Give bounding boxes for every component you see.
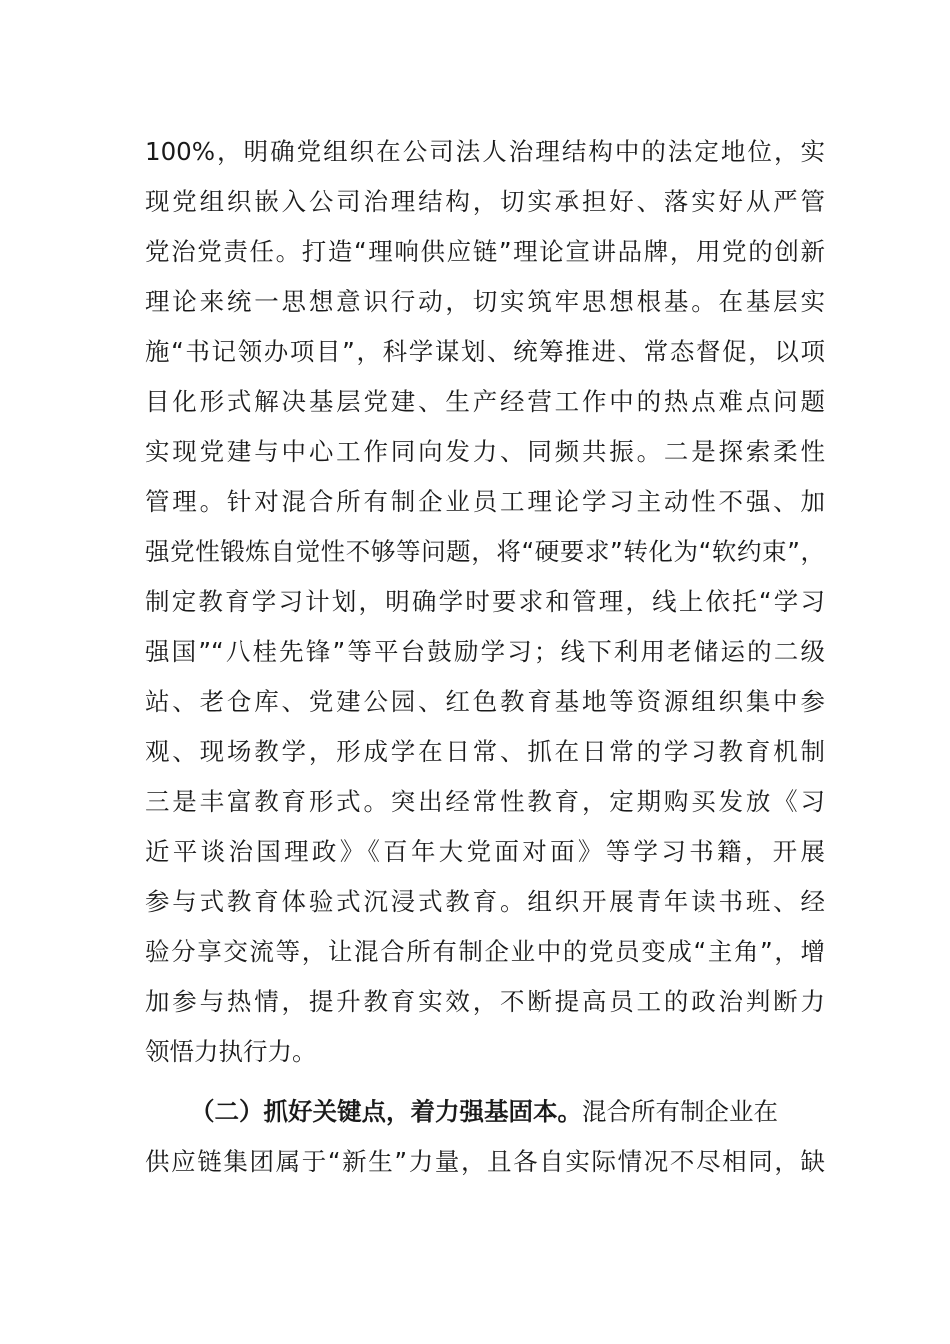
paragraph-1-line: 观、现场教学，形成学在日常、抓在日常的学习教育机制 xyxy=(145,737,825,766)
paragraph-1-line: 参与式教育体验式沉浸式教育。组织开展青年读书班、经 xyxy=(145,887,825,916)
paragraph-1-line: 强国”“八桂先锋”等平台鼓励学习；线下利用老储运的二级 xyxy=(145,637,825,666)
paragraph-1-line: 现党组织嵌入公司治理结构，切实承担好、落实好从严管 xyxy=(145,187,825,216)
paragraph-1-line: 理论来统一思想意识行动，切实筑牢思想根基。在基层实 xyxy=(145,287,825,316)
paragraph-1-last-line: 领悟力执行力。 xyxy=(145,1037,317,1066)
paragraph-1-line: 实现党建与中心工作同向发力、同频共振。二是探索柔性 xyxy=(145,437,825,466)
section-heading: （二）抓好关键点，着力强基固本。 xyxy=(190,1097,582,1126)
paragraph-1-line: 站、老仓库、党建公园、红色教育基地等资源组织集中参 xyxy=(145,687,825,716)
paragraph-1-line: 管理。针对混合所有制企业员工理论学习主动性不强、加 xyxy=(145,487,825,516)
paragraph-1-line: 制定教育学习计划，明确学时要求和管理，线上依托“学习 xyxy=(145,587,825,616)
paragraph-2-first-line xyxy=(145,1087,825,1137)
paragraph-1-line: 加参与热情，提升教育实效，不断提高员工的政治判断力 xyxy=(145,987,825,1016)
paragraph-1-line: 验分享交流等，让混合所有制企业中的党员变成“主角”，增 xyxy=(145,937,825,966)
paragraph-1-line: 强党性锻炼自觉性不够等问题，将“硬要求”转化为“软约束”， xyxy=(145,537,825,566)
paragraph-1-line: 党治党责任。打造“理响供应链”理论宣讲品牌，用党的创新 xyxy=(145,237,825,266)
paragraph-1-line: 施“书记领办项目”，科学谋划、统筹推进、常态督促，以项 xyxy=(145,337,825,366)
paragraph-1-line: 三是丰富教育形式。突出经常性教育，定期购买发放《习 xyxy=(145,787,825,816)
paragraph-1 xyxy=(145,127,825,1077)
paragraph-2 xyxy=(145,1087,825,1187)
paragraph-2-line-rest: 混合所有制企业在 xyxy=(582,1097,778,1126)
paragraph-1-line: 目化形式解决基层党建、生产经营工作中的热点难点问题 xyxy=(145,387,825,416)
paragraph-2-line: 供应链集团属于“新生”力量，且各自实际情况不尽相同，缺 xyxy=(145,1147,825,1176)
paragraph-1-line: 100%，明确党组织在公司法人治理结构中的法定地位，实 xyxy=(145,137,825,166)
paragraph-1-line: 近平谈治国理政》《百年大党面对面》等学习书籍，开展 xyxy=(145,837,825,866)
